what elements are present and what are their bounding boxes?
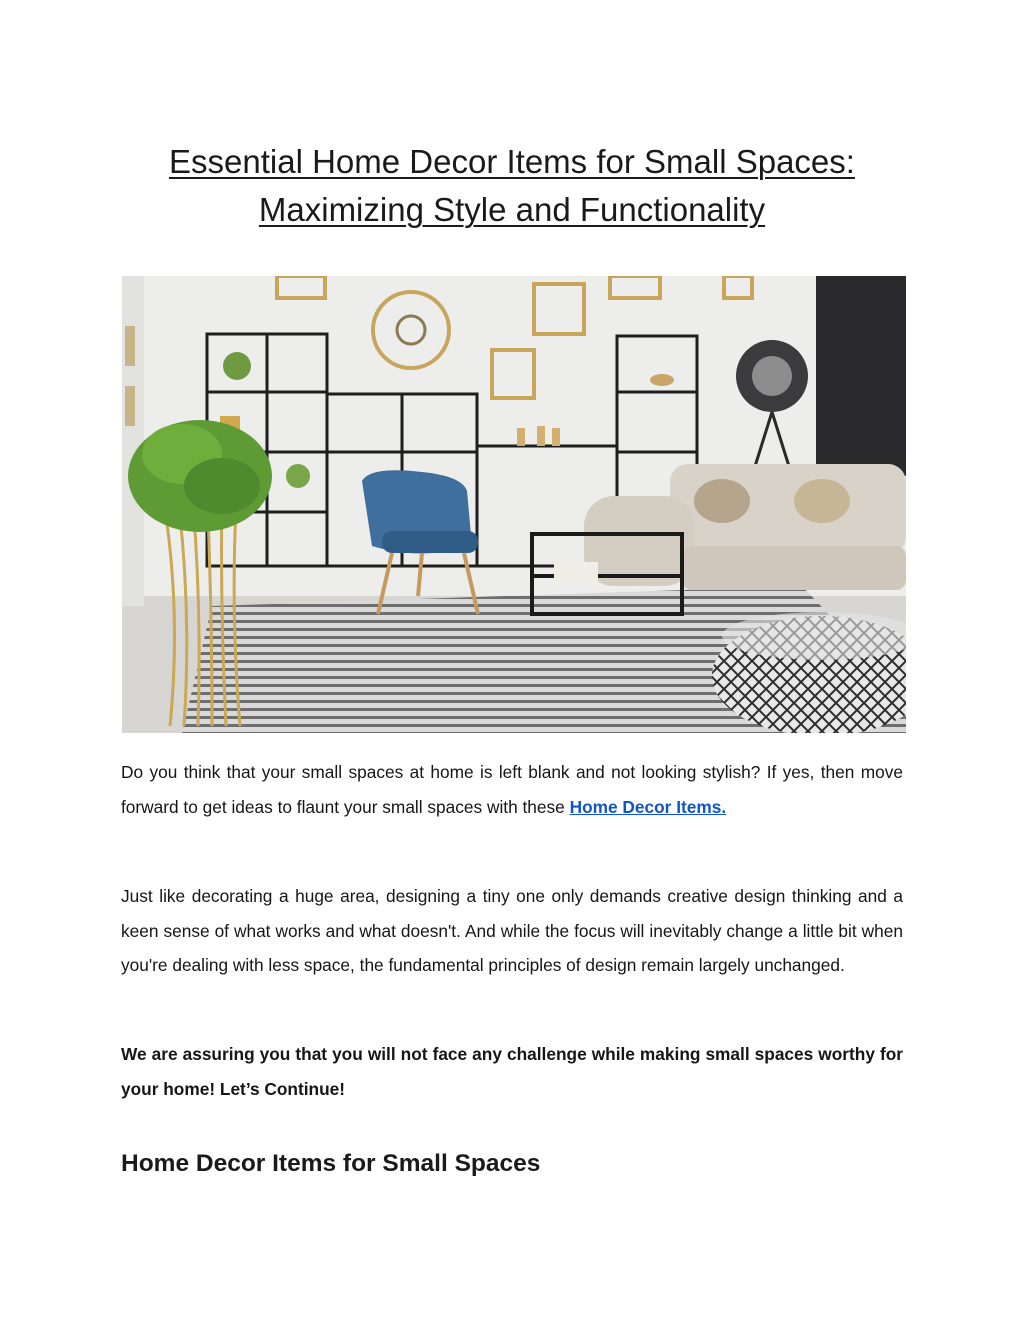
intro-paragraph: [121, 755, 903, 824]
intro-text: Do you think that your small spaces at home is left blank and not looking stylish? If yes, then move forward to get ideas to flaunt your small spaces with these: [121, 762, 903, 817]
design-paragraph: Just like decorating a huge area, designing a tiny one only demands creative design thinking and a keen sense of what works and what doesn't. And while the focus will inevitably change a little bit when you're dealing with less space, the fundamental principles of design remain largely unchanged.: [121, 886, 903, 976]
document-title: [0, 138, 1024, 234]
title-line-1: Essential Home Decor Items for Small Spaces:: [169, 143, 855, 180]
living-room-photo: [122, 276, 906, 733]
title-line-2: Maximizing Style and Functionality: [258, 191, 766, 228]
section-heading: Home Decor Items for Small Spaces: [121, 1150, 541, 1177]
assurance-paragraph: We are assuring you that you will not face any challenge while making small spaces worthy for your home! Let’s Continue!: [121, 1044, 903, 1099]
home-decor-items-link[interactable]: Home Decor Items.: [569, 796, 727, 817]
